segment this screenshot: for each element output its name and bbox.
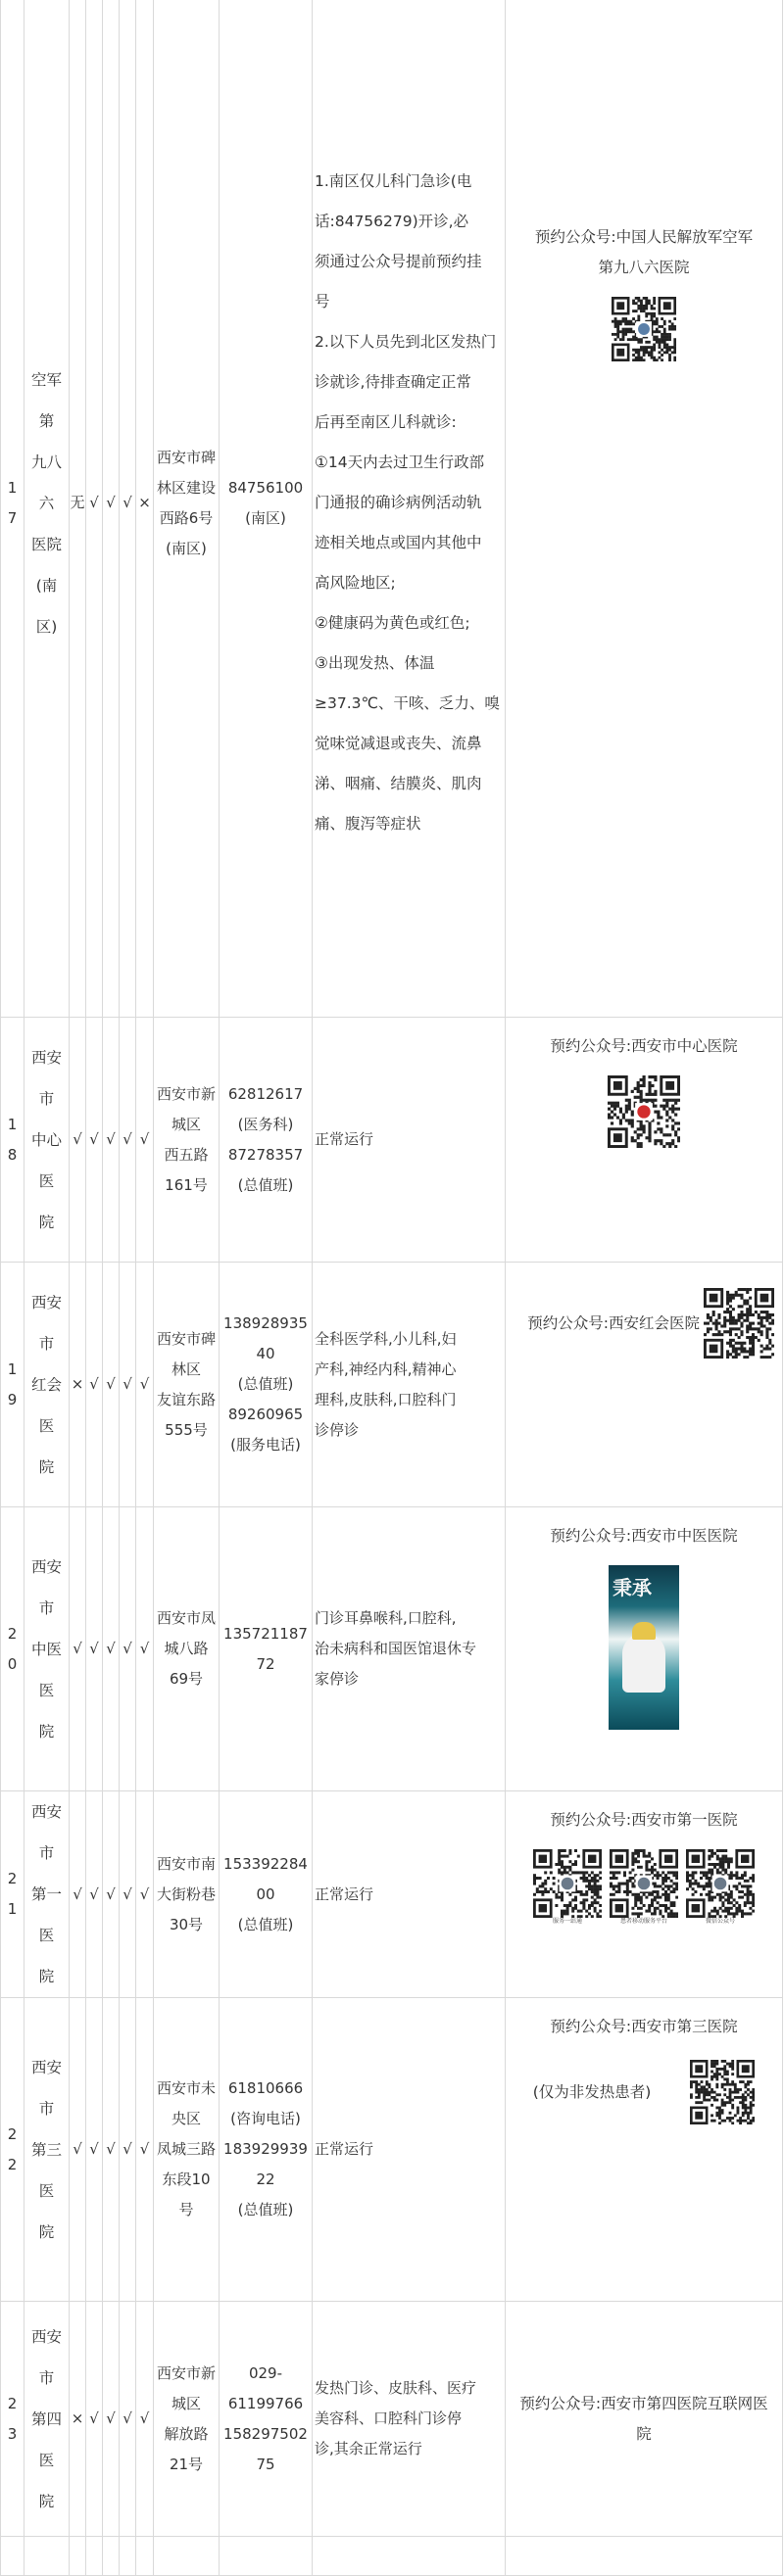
status-mark: √ [86,2302,103,2537]
address-line: 西安市碑 [156,448,216,466]
note-line: 2.以下人员先到北区发热门 [315,333,497,351]
table-row [1,0,783,1018]
address-line: 69号 [169,1670,204,1688]
hospital-name-line: 中医医 [30,1640,62,1699]
wechat-account-line: 预约公众号:中国人民解放军空军 [534,228,754,246]
clinic-note [313,2302,506,2537]
status-mark: √ [103,1998,120,2302]
status-mark: × [70,1263,86,1507]
hospital-name [24,2302,70,2537]
phone-line: (服务电话) [230,1436,301,1454]
status-mark: √ [136,2302,154,2537]
hospital-name [24,1791,70,1998]
wechat-account [506,1263,783,1507]
note-line: ≥37.3℃、干咳、乏力、嗅 [315,694,500,712]
phone-line: (医务科) [237,1115,294,1133]
status-mark: × [136,0,154,1018]
phone-line: 13572118772 [223,1624,308,1673]
status-mark: √ [120,0,136,1018]
hospital-name-line: 九八六 [30,453,62,512]
phone-line: (南区) [245,508,286,527]
status-mark: √ [70,1507,86,1791]
status-mark: × [70,2302,86,2537]
wechat-account [506,0,783,1018]
status-mark: √ [120,1998,136,2302]
phone-line: (总值班) [237,1175,294,1194]
qr-group [610,1849,678,1926]
status-mark: √ [136,1263,154,1507]
row-number: 19 [1,1263,24,1507]
hospital-name-line: 西安市 [30,2058,62,2118]
qr-code-icon [610,1849,678,1918]
address-line: 东段10 [162,2171,211,2188]
clinic-note [313,1263,506,1507]
address-line: 央区 [171,2110,201,2127]
hospital-name-line: 中心医 [30,1130,62,1190]
note-line: 美容科、口腔科门诊停 [315,2409,463,2427]
empty-cell [506,2537,783,2576]
note-line: 家停诊 [315,1670,360,1688]
status-mark: √ [120,1018,136,1263]
note-line: 觉味觉减退或丧失、流鼻 [315,735,482,752]
qr-area [508,1849,780,1926]
status-mark: √ [86,1018,103,1263]
hospital-address [154,1998,220,2302]
note-line: ②健康码为黄色或红色; [315,614,470,632]
status-mark: √ [86,1263,103,1507]
address-line: 西五路 [164,1145,209,1164]
address-line: 城八路 [164,1640,209,1657]
status-mark: √ [103,1263,120,1507]
hospital-name-line: 第一医 [30,1885,62,1944]
clinic-note [313,1791,506,1998]
address-line: 161号 [165,1175,208,1194]
phone-line: 84756100 [227,478,304,497]
address-line: 凤城三路 [156,2140,216,2158]
hospital-phone [220,1791,313,1998]
hospital-name-line: 西安市 [30,1557,62,1617]
qr-group [686,1849,755,1926]
hospital-name-line: 西安市 [30,1048,62,1108]
address-line: 林区 [171,1360,201,1378]
status-mark: √ [103,0,120,1018]
note-line: 正常运行 [315,2140,374,2158]
qr-code-icon [612,297,676,361]
phone-line: 87278357 [227,1145,304,1164]
hospital-phone [220,0,313,1018]
hospital-address [154,1791,220,1998]
hospital-phone [220,1263,313,1507]
empty-cell [120,2537,136,2576]
empty-cell [220,2537,313,2576]
empty-cell [86,2537,103,2576]
qr-caption: 微信公众号 [705,1918,735,1925]
note-line: 涕、咽痛、结膜炎、肌肉 [315,775,482,792]
phone-line: 89260965 [227,1406,304,1423]
address-line: 大街粉巷 [156,1884,216,1903]
status-mark: √ [136,1791,154,1998]
address-line: 西安市未 [156,2079,216,2097]
wechat-account [506,2302,783,2537]
empty-cell [24,2537,70,2576]
empty-cell [1,2537,24,2576]
wechat-account-line: 预约公众号:西安红会医院 [527,1313,700,1332]
address-line: 西安市凤 [156,1609,216,1627]
hospital-name-line: 空军第 [30,370,62,430]
clinic-note [313,1507,506,1791]
note-line: 正常运行 [315,1130,374,1148]
table-row [1,1507,783,1791]
hospital-name-line: 红会医 [30,1375,62,1435]
wechat-account-line: 预约公众号:西安市第三医院 [550,2018,738,2035]
status-mark: √ [136,1507,154,1791]
note-line: 诊,其余正常运行 [315,2440,422,2457]
status-mark: √ [136,1018,154,1263]
row-number: 18 [1,1018,24,1263]
address-line: 城区 [171,2394,201,2412]
qr-area [508,1565,780,1730]
address-line: 555号 [165,1420,208,1439]
note-line: 话:84756279)开诊,必 [315,213,469,230]
hospital-phone [220,1998,313,2302]
address-line: 西安市新 [156,1084,216,1103]
wechat-account-line: 预约公众号:西安市第四医院互联网医 [519,2394,768,2412]
wechat-account [506,1507,783,1791]
hospital-name-line: 西安市 [30,1293,62,1353]
qr-code-icon [690,2060,755,2124]
poster-title: 秉承 [612,1576,652,1599]
hospital-name-line: 院 [38,2222,55,2241]
address-line: 西安市碑 [156,1329,216,1348]
address-line: 21号 [169,2455,204,2473]
hospital-address [154,1507,220,1791]
address-line: 城区 [171,1115,201,1133]
clinic-note [313,0,506,1018]
phone-line: (总值班) [237,1915,294,1933]
address-line: 西安市新 [156,2363,216,2382]
table-row [1,1791,783,1998]
hospital-address [154,1263,220,1507]
qr-code-icon [533,1849,602,1918]
empty-cell [136,2537,154,2576]
hospital-phone [220,1018,313,1263]
qr-caption: 患者移动服务平台 [619,1918,667,1925]
table-row [1,1998,783,2302]
hospital-name [24,1998,70,2302]
status-mark: √ [86,1507,103,1791]
status-mark: √ [120,1263,136,1507]
phone-line: 15829750275 [223,2424,308,2473]
status-mark: √ [86,1791,103,1998]
table-row [1,1263,783,1507]
hospital-name-line: 第三医 [30,2140,62,2200]
phone-line: 62812617 [227,1084,304,1103]
phone-line: 61810666 [227,2079,304,2097]
note-line: 理科,皮肤科,口腔科门 [315,1390,457,1408]
hospital-phone [220,1507,313,1791]
note-line: 痛、腹泻等症状 [315,815,421,833]
note-line: 治未病科和国医馆退休专 [315,1640,477,1657]
table-row [1,2537,783,2576]
status-mark: √ [103,1791,120,1998]
phone-line: 61199766 [227,2394,304,2412]
wechat-account-line: 预约公众号:西安市中医医院 [550,1527,738,1545]
note-line: 发热门诊、皮肤科、医疗 [315,2379,477,2397]
wechat-account [506,1998,783,2302]
address-line: 西路6号 [159,508,214,527]
phone-line: 029- [248,2363,283,2382]
status-mark: √ [136,1998,154,2302]
note-line: 须通过公众号提前预约挂 [315,253,482,270]
wechat-account [506,1791,783,1998]
status-mark: √ [70,1791,86,1998]
hospital-name-line: 西安市 [30,2327,62,2387]
note-line: 后再至南区儿科就诊: [315,413,457,431]
empty-cell [70,2537,86,2576]
note-line: 诊停诊 [315,1420,360,1439]
row-number: 20 [1,1507,24,1791]
wechat-account-line: 预约公众号:西安市中心医院 [550,1037,738,1055]
status-mark: √ [120,1507,136,1791]
hospital-address [154,0,220,1018]
address-line: 林区建设 [156,478,216,497]
address-line: 解放路 [164,2424,209,2443]
qr-code-icon [704,1288,774,1359]
hospital-name-line: 医院 [30,535,62,553]
hospital-name [24,1507,70,1791]
hospital-name-line: 院 [38,1968,55,1985]
empty-cell [103,2537,120,2576]
address-line: 30号 [169,1915,204,1933]
hospital-name-line: (南区) [35,576,58,636]
status-mark: √ [86,0,103,1018]
row-number: 22 [1,1998,24,2302]
hospital-name [24,0,70,1018]
qr-area [508,297,780,361]
row-number: 23 [1,2302,24,2537]
poster-figure [622,1634,665,1693]
address-line: 号 [178,2201,194,2218]
qr-code-icon [608,1075,680,1148]
note-line: 正常运行 [315,1884,374,1903]
hospital-poster-image [609,1565,679,1730]
status-mark: √ [70,1018,86,1263]
note-line: 高风险地区; [315,574,396,592]
address-line: 友谊东路 [156,1390,216,1408]
phone-line: 18392993922 [223,2140,308,2188]
note-line: 号 [315,293,330,310]
hospital-name-line: 院 [38,1213,55,1231]
wechat-account-line: 预约公众号:西安市第一医院 [550,1811,738,1829]
note-line: 门通报的确诊病例活动轨 [315,494,482,511]
empty-cell [313,2537,506,2576]
status-mark: √ [103,2302,120,2537]
hospital-name-line: 第四医 [30,2409,62,2469]
note-line: 诊就诊,待排查确定正常 [315,373,471,391]
table-row [1,1018,783,1263]
status-mark: √ [120,1791,136,1998]
address-line: 西安市南 [156,1854,216,1873]
hospital-name [24,1263,70,1507]
qr-area [508,1075,780,1148]
wechat-account-note: (仅为非发热患者) [532,2082,652,2101]
wechat-account-line: 院 [636,2424,652,2443]
hospital-name [24,1018,70,1263]
row-number: 17 [1,0,24,1018]
phone-line: (总值班) [237,2201,294,2218]
note-line: ③出现发热、体温 [315,654,435,672]
row-number: 21 [1,1791,24,1998]
note-line: 产科,神经内科,精神心 [315,1360,457,1378]
wechat-account [506,1018,783,1263]
wechat-account-line: 第九八六医院 [598,259,690,276]
hospital-address [154,1018,220,1263]
note-line: ①14天内去过卫生行政部 [315,453,485,471]
clinic-note [313,1998,506,2302]
phone-line: 13892893540 [223,1314,308,1362]
phone-line: (总值班) [237,1375,294,1393]
status-mark: 无 [70,0,86,1018]
clinic-note [313,1018,506,1263]
poster-hat [632,1622,656,1640]
table-row [1,2302,783,2537]
hospital-name-line: 院 [38,1722,55,1741]
address-line: (南区) [166,539,207,557]
status-mark: √ [70,1998,86,2302]
qr-group [533,1849,602,1926]
hospital-phone [220,2302,313,2537]
hospital-name-line: 西安市 [30,1803,62,1862]
phone-line: 15339228400 [223,1854,308,1903]
qr-code-icon [686,1849,755,1918]
status-mark: √ [120,2302,136,2537]
note-line: 1.南区仅儿科门急诊(电 [315,172,472,190]
status-mark: √ [103,1507,120,1791]
empty-cell [154,2537,220,2576]
hospital-address [154,2302,220,2537]
hospital-name-line: 院 [38,2492,55,2510]
note-line: 迹相关地点或国内其他中 [315,534,482,551]
note-line: 全科医学科,小儿科,妇 [315,1329,457,1348]
phone-line: (咨询电话) [230,2110,301,2127]
qr-caption: 服务一站通 [552,1918,582,1925]
status-mark: √ [103,1018,120,1263]
status-mark: √ [86,1998,103,2302]
note-line: 门诊耳鼻喉科,口腔科, [315,1609,457,1627]
hospital-name-line: 院 [38,1457,55,1476]
